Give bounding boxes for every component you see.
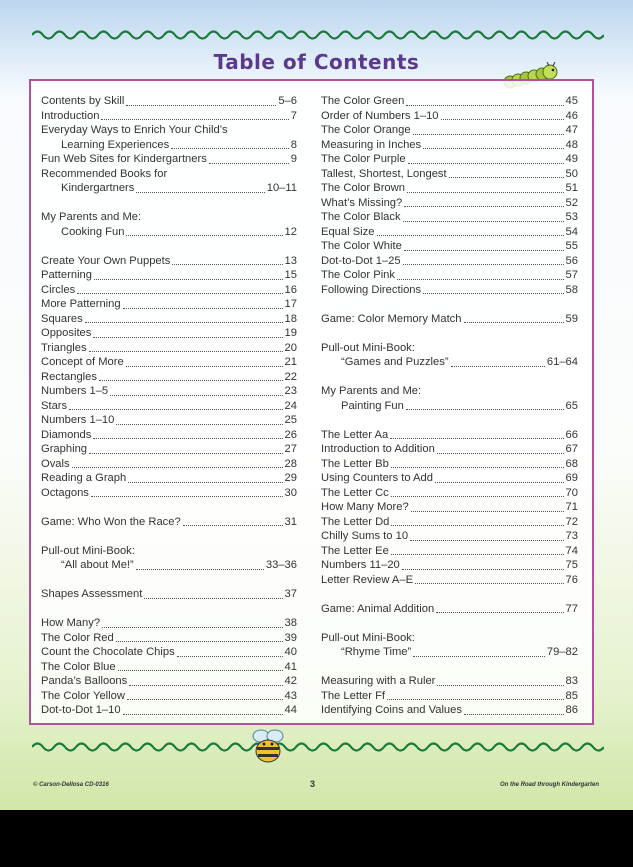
dot-leader — [93, 337, 282, 338]
toc-entry — [321, 442, 578, 457]
spacer — [41, 573, 297, 588]
dot-leader — [451, 366, 545, 367]
toc-entry-label: Following Directions — [321, 283, 422, 296]
toc-entry-page: 45 — [565, 95, 578, 107]
toc-entry-label: Diamonds — [41, 428, 92, 441]
toc-entry-label: “Games and Puzzles” — [341, 356, 449, 368]
toc-entry — [41, 616, 297, 631]
toc-entry-label: “Rhyme Time” — [341, 646, 412, 658]
toc-entry-page: 41 — [284, 660, 297, 673]
dot-leader — [391, 467, 564, 468]
dot-leader — [93, 438, 282, 439]
toc-entry-page: 38 — [284, 617, 297, 629]
toc-entry-page: 26 — [284, 428, 297, 441]
toc-entry — [321, 544, 578, 559]
dot-leader — [91, 496, 283, 497]
dot-leader — [177, 656, 283, 657]
top-wave-border — [32, 28, 604, 42]
footer-copyright: © Carson-Dellosa CD-0316 — [33, 782, 109, 788]
toc-entry-label: Introduction to Addition — [321, 443, 435, 455]
toc-entry — [41, 341, 297, 356]
toc-entry — [41, 674, 297, 689]
spacer — [321, 297, 578, 312]
toc-entry-page: 37 — [284, 588, 297, 600]
toc-entry — [41, 384, 297, 399]
toc-entry-label: Cooking Fun — [61, 225, 125, 238]
toc-entry-page: 30 — [284, 486, 297, 499]
dot-leader — [136, 569, 264, 570]
dot-leader — [144, 598, 282, 599]
dot-leader — [116, 424, 282, 425]
dot-leader — [127, 699, 283, 700]
toc-entry-page: 22 — [284, 370, 297, 383]
toc-entry-page: 28 — [284, 457, 297, 470]
toc-entry-page: 47 — [565, 124, 578, 136]
toc-entry-label: The Color White — [321, 240, 402, 252]
toc-entry — [321, 225, 578, 240]
toc-entry-label: Panda’s Balloons — [41, 675, 128, 687]
toc-entry-page: 68 — [565, 457, 578, 470]
toc-entry — [41, 355, 297, 370]
dot-leader — [415, 583, 564, 584]
dot-leader — [423, 148, 563, 149]
toc-entry-label: Learning Experiences — [61, 138, 170, 151]
toc-entry — [321, 529, 578, 544]
toc-entry-label: Patterning — [41, 269, 92, 281]
dot-leader — [209, 163, 289, 164]
dot-leader — [85, 322, 283, 323]
dot-leader — [116, 641, 283, 642]
toc-entry-label: The Letter Dd — [321, 515, 390, 528]
toc-entry-label: Painting Fun — [341, 399, 404, 412]
toc-entry-page: 83 — [565, 675, 578, 687]
toc-entry — [41, 370, 297, 385]
toc-entry — [41, 138, 297, 153]
toc-entry-page: 58 — [565, 283, 578, 296]
dot-leader — [403, 264, 564, 265]
toc-entry — [321, 486, 578, 501]
toc-entry — [41, 283, 297, 298]
toc-entry-page: 69 — [565, 472, 578, 484]
toc-entry-label: The Color Brown — [321, 182, 405, 194]
toc-entry-page: 18 — [284, 312, 297, 325]
toc-entry-page: 57 — [565, 269, 578, 281]
spacer — [41, 500, 297, 515]
toc-entry-page: 55 — [565, 240, 578, 252]
dot-leader — [391, 496, 564, 497]
toc-entry-page: 25 — [284, 414, 297, 426]
toc-entry — [321, 399, 578, 414]
toc-entry-label: Equal Size — [321, 225, 375, 238]
dot-leader — [464, 322, 564, 323]
spacer — [41, 529, 297, 544]
toc-entry-page: 51 — [565, 182, 578, 194]
toc-entry-page: 59 — [565, 312, 578, 325]
toc-entry-label: Graphing — [41, 443, 88, 455]
dot-leader — [101, 119, 288, 120]
toc-entry — [41, 515, 297, 530]
toc-entry-label: Tallest, Shortest, Longest — [321, 167, 447, 180]
toc-entry-label: The Color Green — [321, 95, 405, 107]
dot-leader — [464, 714, 564, 715]
toc-entry — [321, 181, 578, 196]
toc-entry-page: 23 — [284, 385, 297, 397]
dot-leader — [402, 569, 564, 570]
toc-entry-page: 5–6 — [278, 95, 297, 107]
toc-entry-page: 77 — [565, 602, 578, 615]
toc-entry-page: 61–64 — [546, 356, 578, 368]
toc-entry-label: Circles — [41, 283, 76, 296]
toc-entry — [41, 225, 297, 240]
toc-entry-page: 79–82 — [546, 646, 578, 658]
dot-leader — [413, 656, 545, 657]
toc-entry-page: 86 — [565, 704, 578, 716]
toc-entry-label: The Color Red — [41, 631, 114, 644]
toc-heading-line: My Parents and Me: — [321, 385, 422, 397]
toc-entry-page: 85 — [565, 689, 578, 702]
toc-entry-label: “All about Me!” — [61, 559, 134, 571]
toc-entry — [321, 500, 578, 515]
dot-leader — [413, 134, 564, 135]
dot-leader — [391, 525, 563, 526]
dot-leader — [387, 699, 564, 700]
toc-entry — [321, 312, 578, 327]
dot-leader — [99, 380, 283, 381]
dot-leader — [126, 366, 283, 367]
toc-entry-page: 48 — [565, 138, 578, 151]
toc-entry-label: Numbers 1–5 — [41, 385, 109, 397]
toc-entry — [41, 645, 297, 660]
toc-entry-page: 70 — [565, 486, 578, 499]
dot-leader — [123, 714, 283, 715]
toc-entry-page: 13 — [284, 254, 297, 267]
dot-leader — [77, 293, 282, 294]
toc-entry-page: 33–36 — [265, 559, 297, 571]
toc-entry-page: 40 — [284, 646, 297, 658]
toc-entry — [41, 558, 297, 573]
dot-leader — [441, 119, 564, 120]
toc-entry-label: The Letter Cc — [321, 486, 389, 499]
dot-leader — [172, 264, 282, 265]
toc-entry — [321, 645, 578, 660]
toc-entry — [41, 268, 297, 283]
toc-entry-label: How Many More? — [321, 501, 409, 513]
toc-entry-label: Using Counters to Add — [321, 472, 433, 484]
toc-entry-label: Create Your Own Puppets — [41, 254, 171, 267]
toc-entry-page: 7 — [290, 109, 297, 122]
dot-leader — [94, 279, 283, 280]
dot-leader — [410, 540, 563, 541]
footer-book-title: On the Road through Kindergarten — [500, 782, 599, 788]
toc-entry — [321, 428, 578, 443]
toc-entry — [321, 167, 578, 182]
toc-entry-page: 20 — [284, 341, 297, 354]
spacer — [41, 239, 297, 254]
dot-leader — [403, 221, 564, 222]
toc-entry — [321, 355, 578, 370]
dot-leader — [128, 482, 282, 483]
spacer — [321, 370, 578, 385]
dot-leader — [69, 409, 282, 410]
toc-entry — [41, 587, 297, 602]
toc-entry — [41, 457, 297, 472]
toc-entry-page: 76 — [565, 573, 578, 586]
dot-leader — [408, 163, 564, 164]
toc-entry-label: Measuring in Inches — [321, 138, 422, 151]
toc-entry-page: 74 — [565, 544, 578, 557]
toc-entry — [41, 312, 297, 327]
toc-entry — [321, 239, 578, 254]
toc-entry-page: 44 — [284, 704, 297, 716]
toc-entry-label: The Color Orange — [321, 124, 411, 136]
toc-entry — [41, 326, 297, 341]
toc-heading-line: My Parents and Me: — [41, 211, 142, 223]
dot-leader — [126, 105, 276, 106]
spacer — [41, 196, 297, 211]
toc-entry — [321, 254, 578, 269]
toc-entry-page: 8 — [290, 138, 297, 151]
dot-leader — [423, 293, 563, 294]
toc-entry-label: Ovals — [41, 457, 70, 470]
dot-leader — [406, 105, 563, 106]
toc-entry — [321, 94, 578, 109]
toc-entry — [41, 152, 297, 167]
toc-entry — [321, 703, 578, 718]
toc-entry-page: 56 — [565, 254, 578, 267]
toc-entry — [41, 297, 297, 312]
dot-leader — [136, 192, 264, 193]
toc-entry-page: 73 — [565, 530, 578, 542]
toc-entry — [321, 674, 578, 689]
dot-leader — [89, 453, 283, 454]
toc-entry — [321, 109, 578, 124]
dot-leader — [437, 685, 563, 686]
bee-icon — [246, 727, 290, 767]
toc-entry-label: The Letter Aa — [321, 428, 389, 441]
toc-entry-label: Fun Web Sites for Kindergartners — [41, 153, 207, 165]
toc-entry-page: 16 — [284, 283, 297, 296]
toc-entry-page: 29 — [284, 472, 297, 484]
toc-entry-label: The Color Blue — [41, 660, 116, 673]
toc-entry-page: 15 — [284, 269, 297, 281]
toc-entry — [41, 399, 297, 414]
toc-entry-page: 54 — [565, 225, 578, 238]
toc-entry-page: 72 — [565, 515, 578, 528]
left-column — [41, 94, 297, 718]
toc-entry-label: Dot-to-Dot 1–10 — [41, 704, 121, 716]
toc-entry-label: Triangles — [41, 341, 87, 354]
toc-entry — [321, 689, 578, 704]
dot-leader — [436, 612, 563, 613]
toc-entry — [41, 181, 297, 196]
spacer — [321, 326, 578, 341]
dot-leader — [183, 525, 283, 526]
toc-entry-label: The Letter Ff — [321, 689, 386, 702]
toc-entry-label: Stars — [41, 399, 68, 412]
spacer — [321, 616, 578, 631]
toc-entry-label: What’s Missing? — [321, 196, 403, 209]
toc-entry-label: Rectangles — [41, 370, 97, 383]
toc-heading-line: Everyday Ways to Enrich Your Child’s — [41, 124, 228, 136]
toc-entry-label: The Color Black — [321, 211, 401, 223]
toc-entry — [321, 210, 578, 225]
toc-entry-page: 27 — [284, 443, 297, 455]
toc-entry-page: 46 — [565, 109, 578, 122]
dot-leader — [72, 467, 283, 468]
toc-entry — [41, 689, 297, 704]
toc-entry-page: 17 — [284, 298, 297, 310]
toc-entry — [41, 254, 297, 269]
toc-entry-page: 52 — [565, 196, 578, 209]
toc-entry-page: 53 — [565, 211, 578, 223]
toc-entry-page: 21 — [284, 356, 297, 368]
page-title: Table of Contents — [213, 50, 420, 74]
toc-entry-label: Order of Numbers 1–10 — [321, 109, 439, 122]
spacer — [321, 660, 578, 675]
spacer — [41, 602, 297, 617]
toc-entry-page: 66 — [565, 428, 578, 441]
toc-entry-page: 43 — [284, 689, 297, 702]
toc-entry-label: The Letter Ee — [321, 544, 389, 557]
dot-leader — [411, 511, 564, 512]
toc-entry-label: The Letter Bb — [321, 457, 389, 470]
dot-leader — [123, 308, 283, 309]
dot-leader — [391, 554, 564, 555]
toc-entry-label: Contents by Skill — [41, 95, 125, 107]
toc-entry-label: Kindergartners — [61, 182, 135, 194]
toc-entry-label: Opposites — [41, 327, 92, 339]
right-column — [321, 94, 578, 718]
toc-entry-label: Dot-to-Dot 1–25 — [321, 254, 401, 267]
toc-entry — [321, 471, 578, 486]
dot-leader — [435, 482, 564, 483]
toc-entry — [41, 109, 297, 124]
toc-entry-label: Numbers 1–10 — [41, 414, 115, 426]
toc-entry-label: Identifying Coins and Values — [321, 704, 462, 716]
toc-entry-label: Reading a Graph — [41, 472, 127, 484]
toc-entry-label: Letter Review A–E — [321, 573, 414, 586]
toc-entry-label: Concept of More — [41, 356, 124, 368]
dot-leader — [129, 685, 282, 686]
toc-entry-label: Game: Who Won the Race? — [41, 515, 181, 528]
toc-heading-line: Recommended Books for — [41, 167, 168, 180]
toc-entry — [321, 268, 578, 283]
toc-entry-label: How Many? — [41, 617, 101, 629]
toc-entry — [41, 660, 297, 675]
toc-entry — [321, 573, 578, 588]
toc-entry — [321, 515, 578, 530]
toc-entry-label: Shapes Assessment — [41, 588, 143, 600]
toc-entry-label: Game: Animal Addition — [321, 602, 435, 615]
dot-leader — [404, 250, 564, 251]
toc-entry — [41, 471, 297, 486]
toc-entry — [41, 703, 297, 718]
dot-leader — [406, 409, 564, 410]
dot-leader — [390, 438, 563, 439]
dot-leader — [397, 279, 564, 280]
toc-entry-label: Numbers 11–20 — [321, 559, 400, 571]
toc-entry-page: 71 — [565, 501, 578, 513]
toc-entry-label: Octagons — [41, 486, 89, 499]
toc-entry-label: The Color Purple — [321, 153, 406, 165]
dot-leader — [404, 206, 563, 207]
toc-entry-label: The Color Pink — [321, 269, 395, 281]
toc-entry-page: 10–11 — [266, 182, 297, 194]
toc-heading-line: Pull-out Mini-Book: — [321, 341, 415, 354]
toc-entry-page: 42 — [284, 675, 297, 687]
toc-entry — [41, 94, 297, 109]
toc-entry-page: 31 — [284, 515, 297, 528]
dot-leader — [110, 395, 282, 396]
toc-heading-line: Pull-out Mini-Book: — [41, 544, 135, 557]
toc-entry — [41, 631, 297, 646]
toc-entry — [321, 123, 578, 138]
dot-leader — [118, 670, 283, 671]
toc-entry — [41, 413, 297, 428]
toc-entry — [321, 602, 578, 617]
page-number: 3 — [310, 779, 316, 789]
toc-entry-page: 9 — [290, 153, 297, 165]
dot-leader — [126, 235, 282, 236]
dot-leader — [89, 351, 283, 352]
toc-entry-page: 65 — [565, 399, 578, 412]
toc-heading-line: Pull-out Mini-Book: — [321, 631, 415, 644]
toc-entry-label: Game: Color Memory Match — [321, 312, 462, 325]
toc-entry-label: Introduction — [41, 109, 100, 122]
toc-entry — [321, 558, 578, 573]
toc-entry-label: More Patterning — [41, 298, 121, 310]
toc-entry — [321, 283, 578, 298]
toc-entry-label: Squares — [41, 312, 83, 325]
toc-entry-page: 19 — [284, 327, 297, 339]
toc-entry — [41, 428, 297, 443]
dot-leader — [377, 235, 564, 236]
toc-entry — [41, 486, 297, 501]
toc-entry-page: 75 — [565, 559, 578, 571]
dot-leader — [171, 148, 289, 149]
spacer — [321, 587, 578, 602]
toc-entry-label: Count the Chocolate Chips — [41, 646, 175, 658]
toc-entry — [321, 138, 578, 153]
toc-entry-page: 50 — [565, 167, 578, 180]
toc-entry-label: Measuring with a Ruler — [321, 675, 436, 687]
spacer — [321, 413, 578, 428]
toc-entry — [321, 196, 578, 211]
contents-frame — [29, 79, 594, 725]
toc-entry — [41, 442, 297, 457]
dot-leader — [407, 192, 564, 193]
bottom-wave-border — [32, 740, 604, 754]
dot-leader — [449, 177, 564, 178]
dot-leader — [437, 453, 564, 454]
dot-leader — [102, 627, 282, 628]
toc-entry-page: 49 — [565, 153, 578, 165]
toc-entry-label: The Color Yellow — [41, 689, 125, 702]
toc-entry-page: 12 — [284, 225, 297, 238]
toc-entry — [321, 152, 578, 167]
toc-entry — [321, 457, 578, 472]
toc-entry-page: 67 — [565, 443, 578, 455]
toc-entry-label: Chilly Sums to 10 — [321, 530, 409, 542]
toc-entry-page: 24 — [284, 399, 297, 412]
toc-entry-page: 39 — [284, 631, 297, 644]
